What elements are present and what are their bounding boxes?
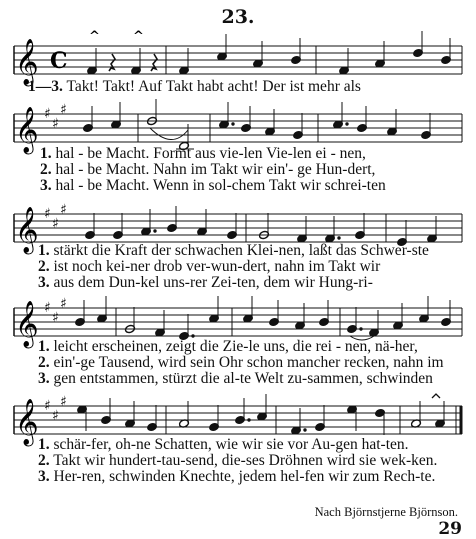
svg-text:♯: ♯	[52, 116, 59, 132]
lyric-line: 3. Her-ren, schwinden Knechte, jedem hel-fen wir zum Rech-te.	[38, 468, 436, 485]
lyric-line: 1. stärkt die Kraft der schwachen Klei-nen, laßt das Schwer-ste	[38, 242, 429, 259]
lyric-line: 1. hal - be Macht. Formt aus vie-len Vie-len ei - nen,	[40, 145, 366, 162]
svg-text:♯: ♯	[44, 206, 51, 222]
svg-text:♯: ♯	[52, 310, 59, 326]
svg-text:C: C	[50, 48, 68, 74]
lyric-line: 3. gen entstammen, stürzt die al-te Welt zu-sammen, schwinden	[38, 370, 433, 387]
svg-text:♯: ♯	[60, 296, 67, 312]
page-number: 29	[438, 519, 462, 539]
lyric-line: 2. hal - be Macht. Nahn im Takt wir ein'- ge Hun-dert,	[40, 161, 376, 178]
song-number: 23.	[221, 6, 255, 28]
lyric-line: 2. ein'-ge Tausend, wird sein Ohr schon mancher recken, nahn im	[38, 354, 444, 371]
svg-text:♯: ♯	[44, 106, 51, 122]
svg-text:♯: ♯	[44, 300, 51, 316]
svg-text:♯: ♯	[52, 408, 59, 424]
accent-mark-icon: ^	[89, 29, 100, 44]
treble-clef-icon: 𝄞	[15, 301, 39, 347]
treble-clef-icon: 𝄞	[15, 399, 39, 445]
svg-text:♯: ♯	[52, 216, 59, 232]
lyric-line: 3. aus dem Dun-kel uns-rer Zei-ten, dem wir Hung-ri-	[38, 274, 373, 291]
treble-clef-icon: 𝄞	[15, 207, 39, 253]
svg-text:♯: ♯	[60, 394, 67, 410]
svg-text:♯: ♯	[44, 398, 51, 414]
svg-text:♯: ♯	[60, 202, 67, 218]
lyric-line: 1. leicht erscheinen, zeigt die Zie-le uns, die rei - nen, nä-her,	[38, 338, 418, 355]
lyric-line: 3. hal - be Macht. Wenn in sol-chem Takt wir schrei-ten	[40, 177, 386, 194]
attribution: Nach Björnstjerne Björnson.	[314, 505, 458, 519]
accent-mark-icon: ^	[133, 29, 144, 44]
lyric-line: 1—3. Takt! Takt! Auf Takt habt acht! Der ist mehr als	[28, 78, 361, 95]
lyric-line: 2. Takt wir hundert-tau-send, die-ses Dröhnen wird sie wek-ken.	[38, 452, 438, 469]
treble-clef-icon: 𝄞	[15, 39, 39, 85]
lyric-line: 2. ist noch kei-ner drob ver-wun-dert, nahn im Takt wir	[38, 258, 381, 275]
lyric-line: 1. schär-fer, oh-ne Schatten, wie wir sie vor Au-gen hat-ten.	[38, 436, 409, 453]
svg-text:♯: ♯	[60, 102, 67, 118]
treble-clef-icon: 𝄞	[15, 107, 39, 153]
